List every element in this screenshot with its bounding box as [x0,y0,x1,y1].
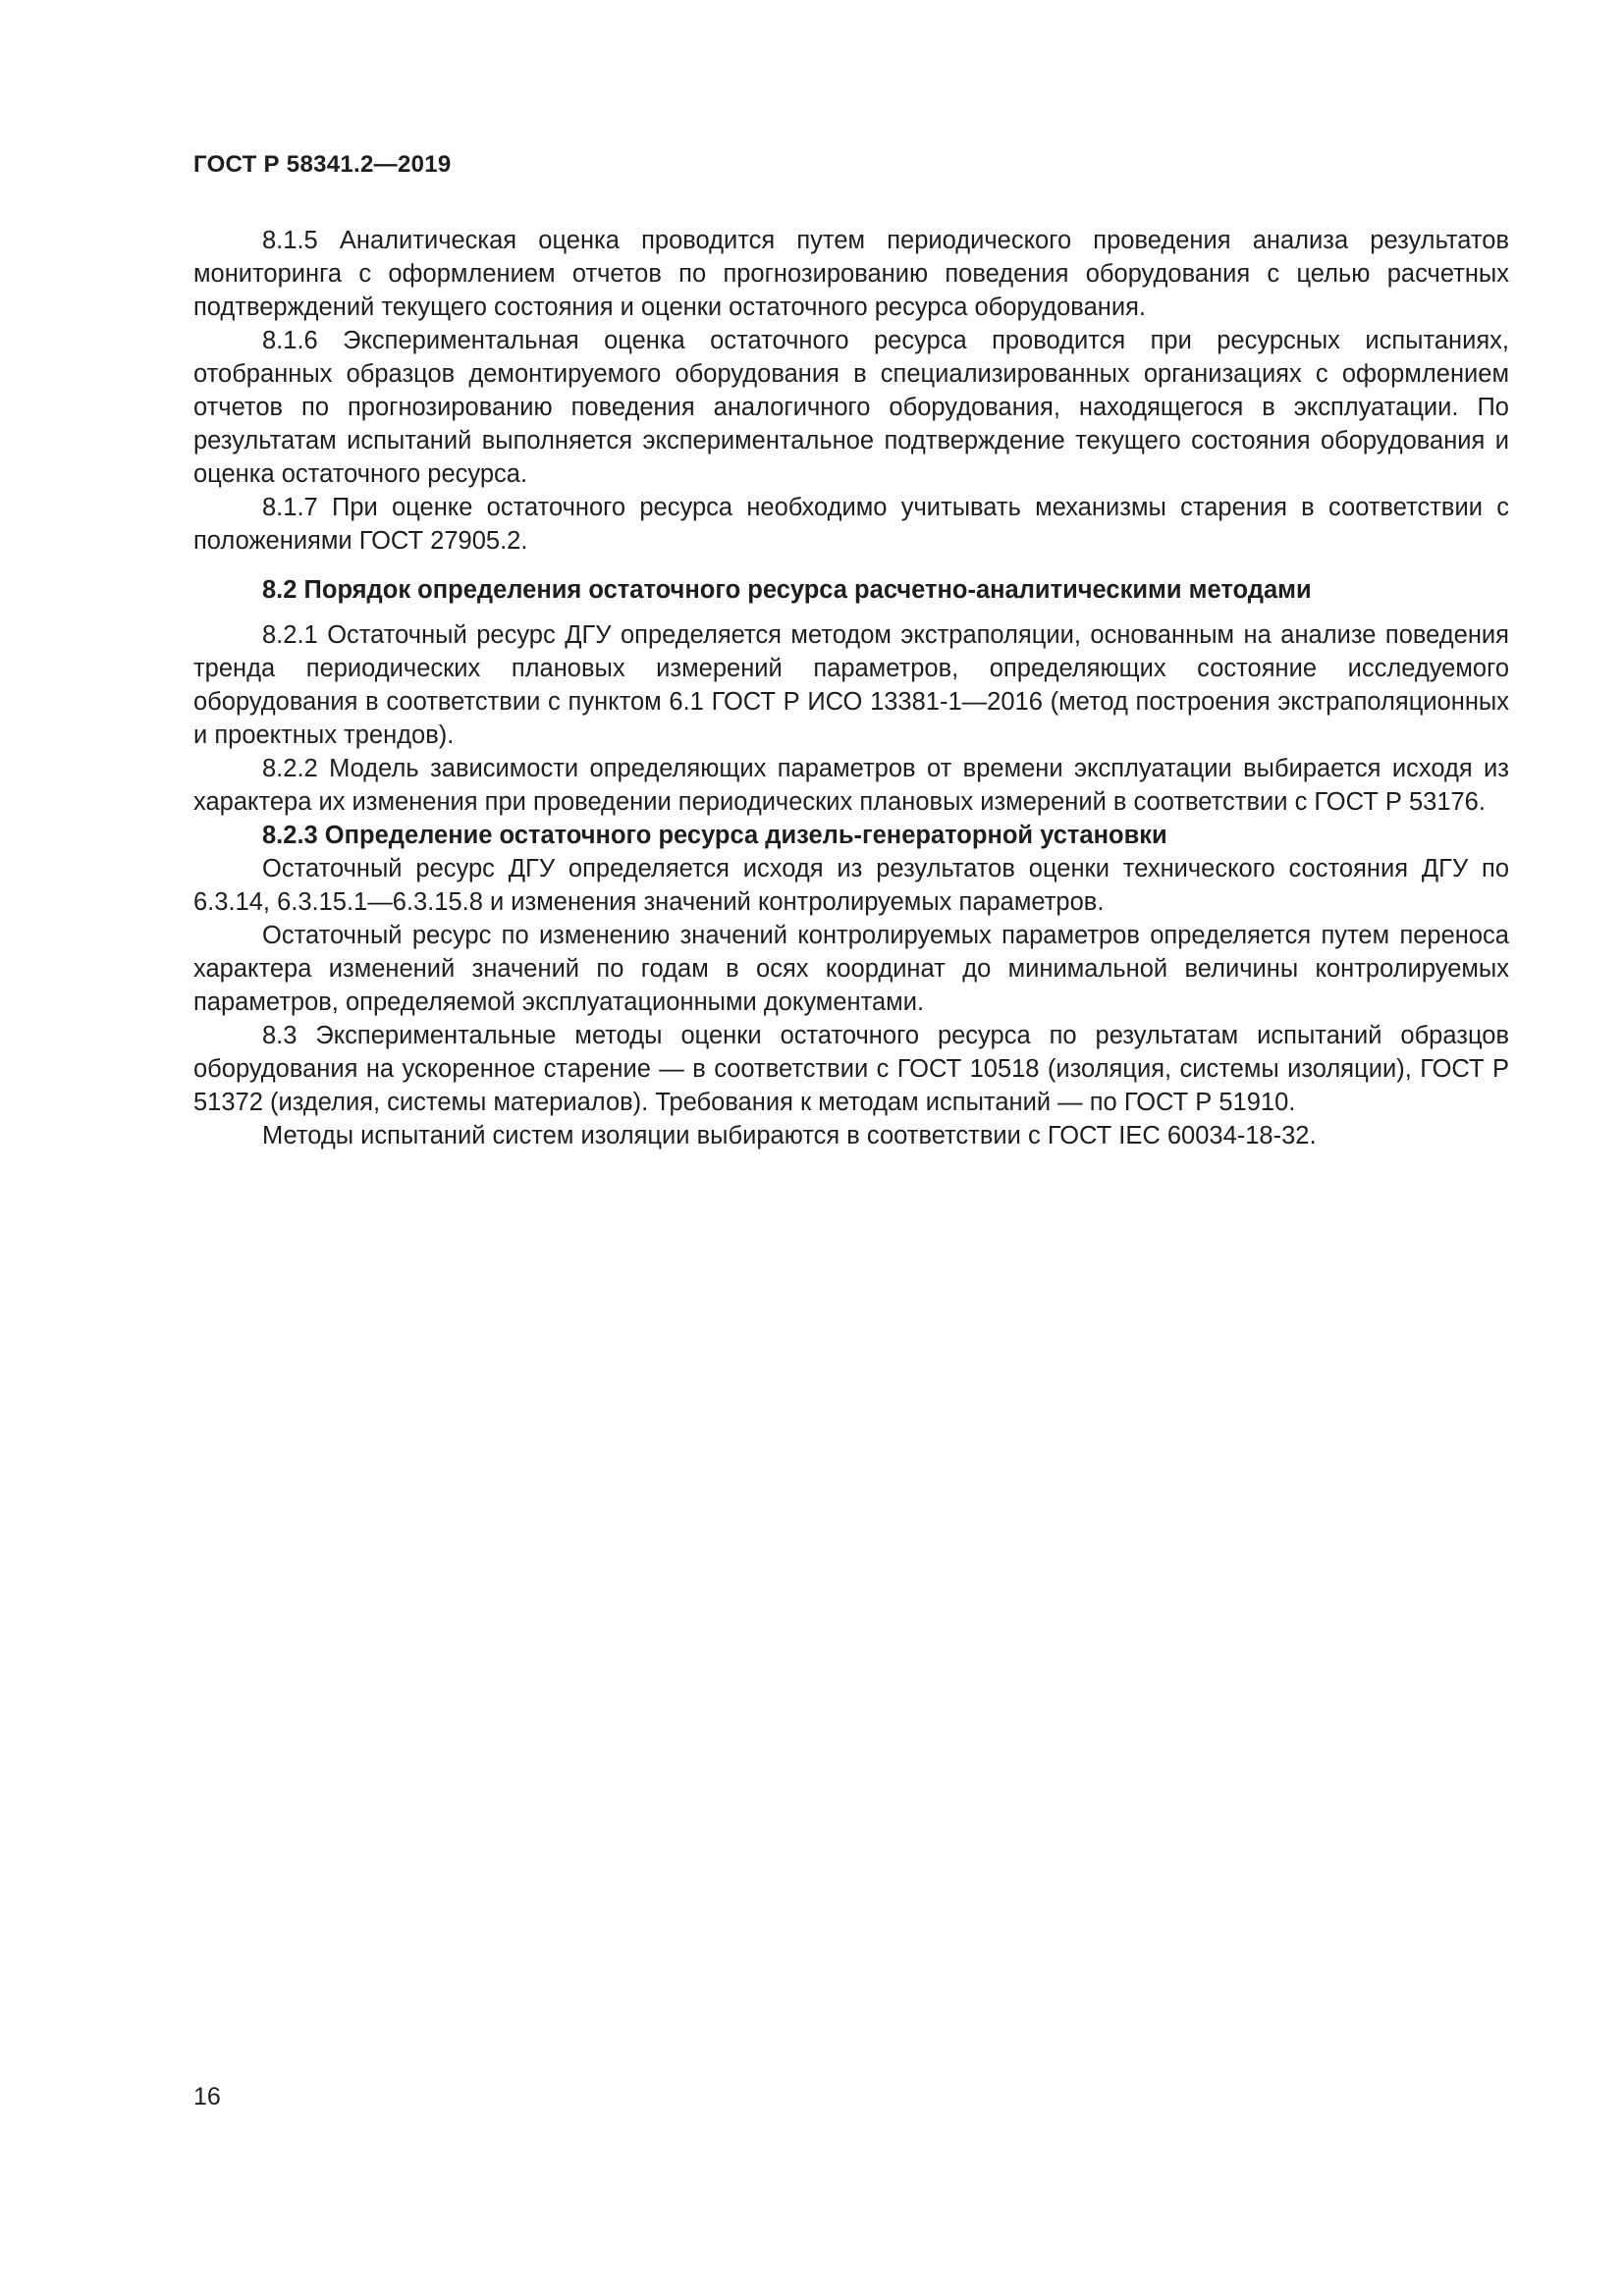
paragraph-8-2-3-a: Остаточный ресурс ДГУ определяется исходя из результатов оценки технического состояния ДГУ по 6.3.14, 6.3.15.1—6.3.15.8 и изменения значений контролируемых параметров. [193,855,1509,916]
section-heading-8-2: 8.2 Порядок определения остаточного ресурса расчетно-аналитическими методами [262,576,1312,604]
paragraph-8-1-5: 8.1.5 Аналитическая оценка проводится путем периодического проведения анализа результатов мониторинга с оформлением отчетов по прогнозированию поведения оборудования с целью расчетных подтверждений текущего состояния и оценки остаточного ресурса оборудования. [193,227,1509,321]
paragraph-insulation-methods: Методы испытаний систем изоляции выбираются в соответствии с ГОСТ IEC 60034-18-32. [262,1122,1317,1149]
paragraph-8-1-7: 8.1.7 При оценке остаточного ресурса необходимо учитывать механизмы старения в соответствии с положениями ГОСТ 27905.2. [193,494,1509,555]
paragraph-8-1-6: 8.1.6 Экспериментальная оценка остаточного ресурса проводится при ресурсных испытаниях, отобранных образцов демонтируемого оборудования в специализированных организациях с оформлением отчетов по прогнозированию поведения аналогичного оборудования, находящегося в эксплуатации. По результатам испытаний выполняется экспериментальное подтверждение текущего состояния оборудования и оценка остаточного ресурса. [193,327,1509,488]
paragraph-8-2-1: 8.2.1 Остаточный ресурс ДГУ определяется методом экстраполяции, основанным на анализе поведения тренда периодических плановых измерений параметров, определяющих состояние исследуемого оборудования в соответствии с пунктом 6.1 ГОСТ Р ИСО 13381-1—2016 (метод построения экстраполяционных и проектных трендов). [193,621,1509,749]
subsection-heading-8-2-3: 8.2.3 Определение остаточного ресурса дизель-генераторной установки [262,822,1167,849]
document-body [193,224,1509,1152]
paragraph-8-2-3-b: Остаточный ресурс по изменению значений контролируемых параметров определяется путем переноса характера изменений значений по годам в осях координат до минимальной величины контролируемых параметров, определяемой эксплуатационными документами. [193,922,1509,1016]
document-header-code: ГОСТ Р 58341.2—2019 [193,151,452,178]
page-number: 16 [193,2083,221,2110]
paragraph-8-2-2: 8.2.2 Модель зависимости определяющих параметров от времени эксплуатации выбирается исходя из характера их изменения при проведении периодических плановых измерений в соответствии с ГОСТ Р 53176. [193,755,1509,816]
paragraph-8-3: 8.3 Экспериментальные методы оценки остаточного ресурса по результатам испытаний образцов оборудования на ускоренное старение — в соответствии с ГОСТ 10518 (изоляция, системы изоляции), ГОСТ Р 51372 (изделия, системы материалов). Требования к методам испытаний — по ГОСТ Р 51910. [193,1022,1509,1116]
